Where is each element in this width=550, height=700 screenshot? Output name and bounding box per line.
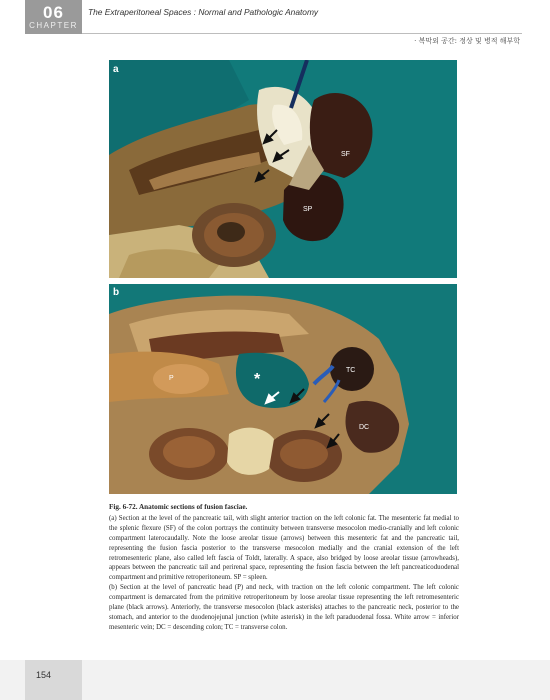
label-p: P (169, 375, 174, 382)
caption-paragraph-a: (a) Section at the level of the pancreatic tail, with slight anterior traction on the left colonic fat. The mesenteric fat medial to the splenic flexure (SF) of the colon portrays the continuity between transverse mesocolon medio-cranially and left colonic compartment laterocaudally. Note the loose areolar tissue (arrows) between this mesenteric fat and the pancreatic tail, representing the fusion fascia posterior to the transverse mesocolon medially and the cranial extension of the left retromesenteric plane, also called left fascia of Toldt, laterally. A space, also bridged by loose areolar tissue (arrowheads), appears between the pancreatic tail and perirenal space, representing the fusion fascia between the left pancreaticoduodenal compartment and primitive retroperitoneum. SP = spleen. (109, 514, 459, 582)
label-sp: SP (303, 206, 313, 213)
caption-paragraph-b: (b) Section at the level of pancreatic head (P) and neck, with traction on the left colonic compartment. The left colonic compartment is demarcated from the primitive retroperitoneum by loose areolar tissue representing the left retromesenteric plane (black arrows). Anteriorly, the transverse mesocolon (black asterisks) attaches to the pancreatic neck, posterior to the stomach, and anterior to the duodenojejunal junction (white asterisk) in the left paraduodenal fossa. White arrow = inferior mesenteric vein; DC = descending colon; TC = transverse colon. (109, 584, 459, 631)
figure-caption (109, 503, 459, 633)
label-dc: DC (359, 424, 370, 431)
figure-a-photo (109, 60, 457, 278)
label-tc: TC (346, 367, 356, 374)
page-number: 154 (36, 670, 52, 680)
label-sf: SF (341, 151, 350, 158)
figure-b-photo (109, 284, 457, 494)
footer-band (0, 660, 550, 700)
chapter-label: CHAPTER (29, 21, 78, 30)
korean-subtitle: · 복막외 공간: 정상 및 병적 해부학 (414, 37, 520, 45)
label-white-asterisk: * (254, 371, 261, 388)
header-divider (82, 33, 522, 34)
figure-b-panel-letter: b (113, 287, 120, 298)
chapter-number: 06 (43, 3, 64, 22)
chapter-tab (25, 0, 82, 34)
caption-title: Fig. 6-72. Anatomic sections of fusion fasciae. (109, 503, 248, 511)
figure-a-panel-letter: a (113, 64, 119, 75)
page-number-tab (25, 660, 82, 700)
running-title: The Extraperitoneal Spaces : Normal and Pathologic Anatomy (88, 7, 319, 17)
